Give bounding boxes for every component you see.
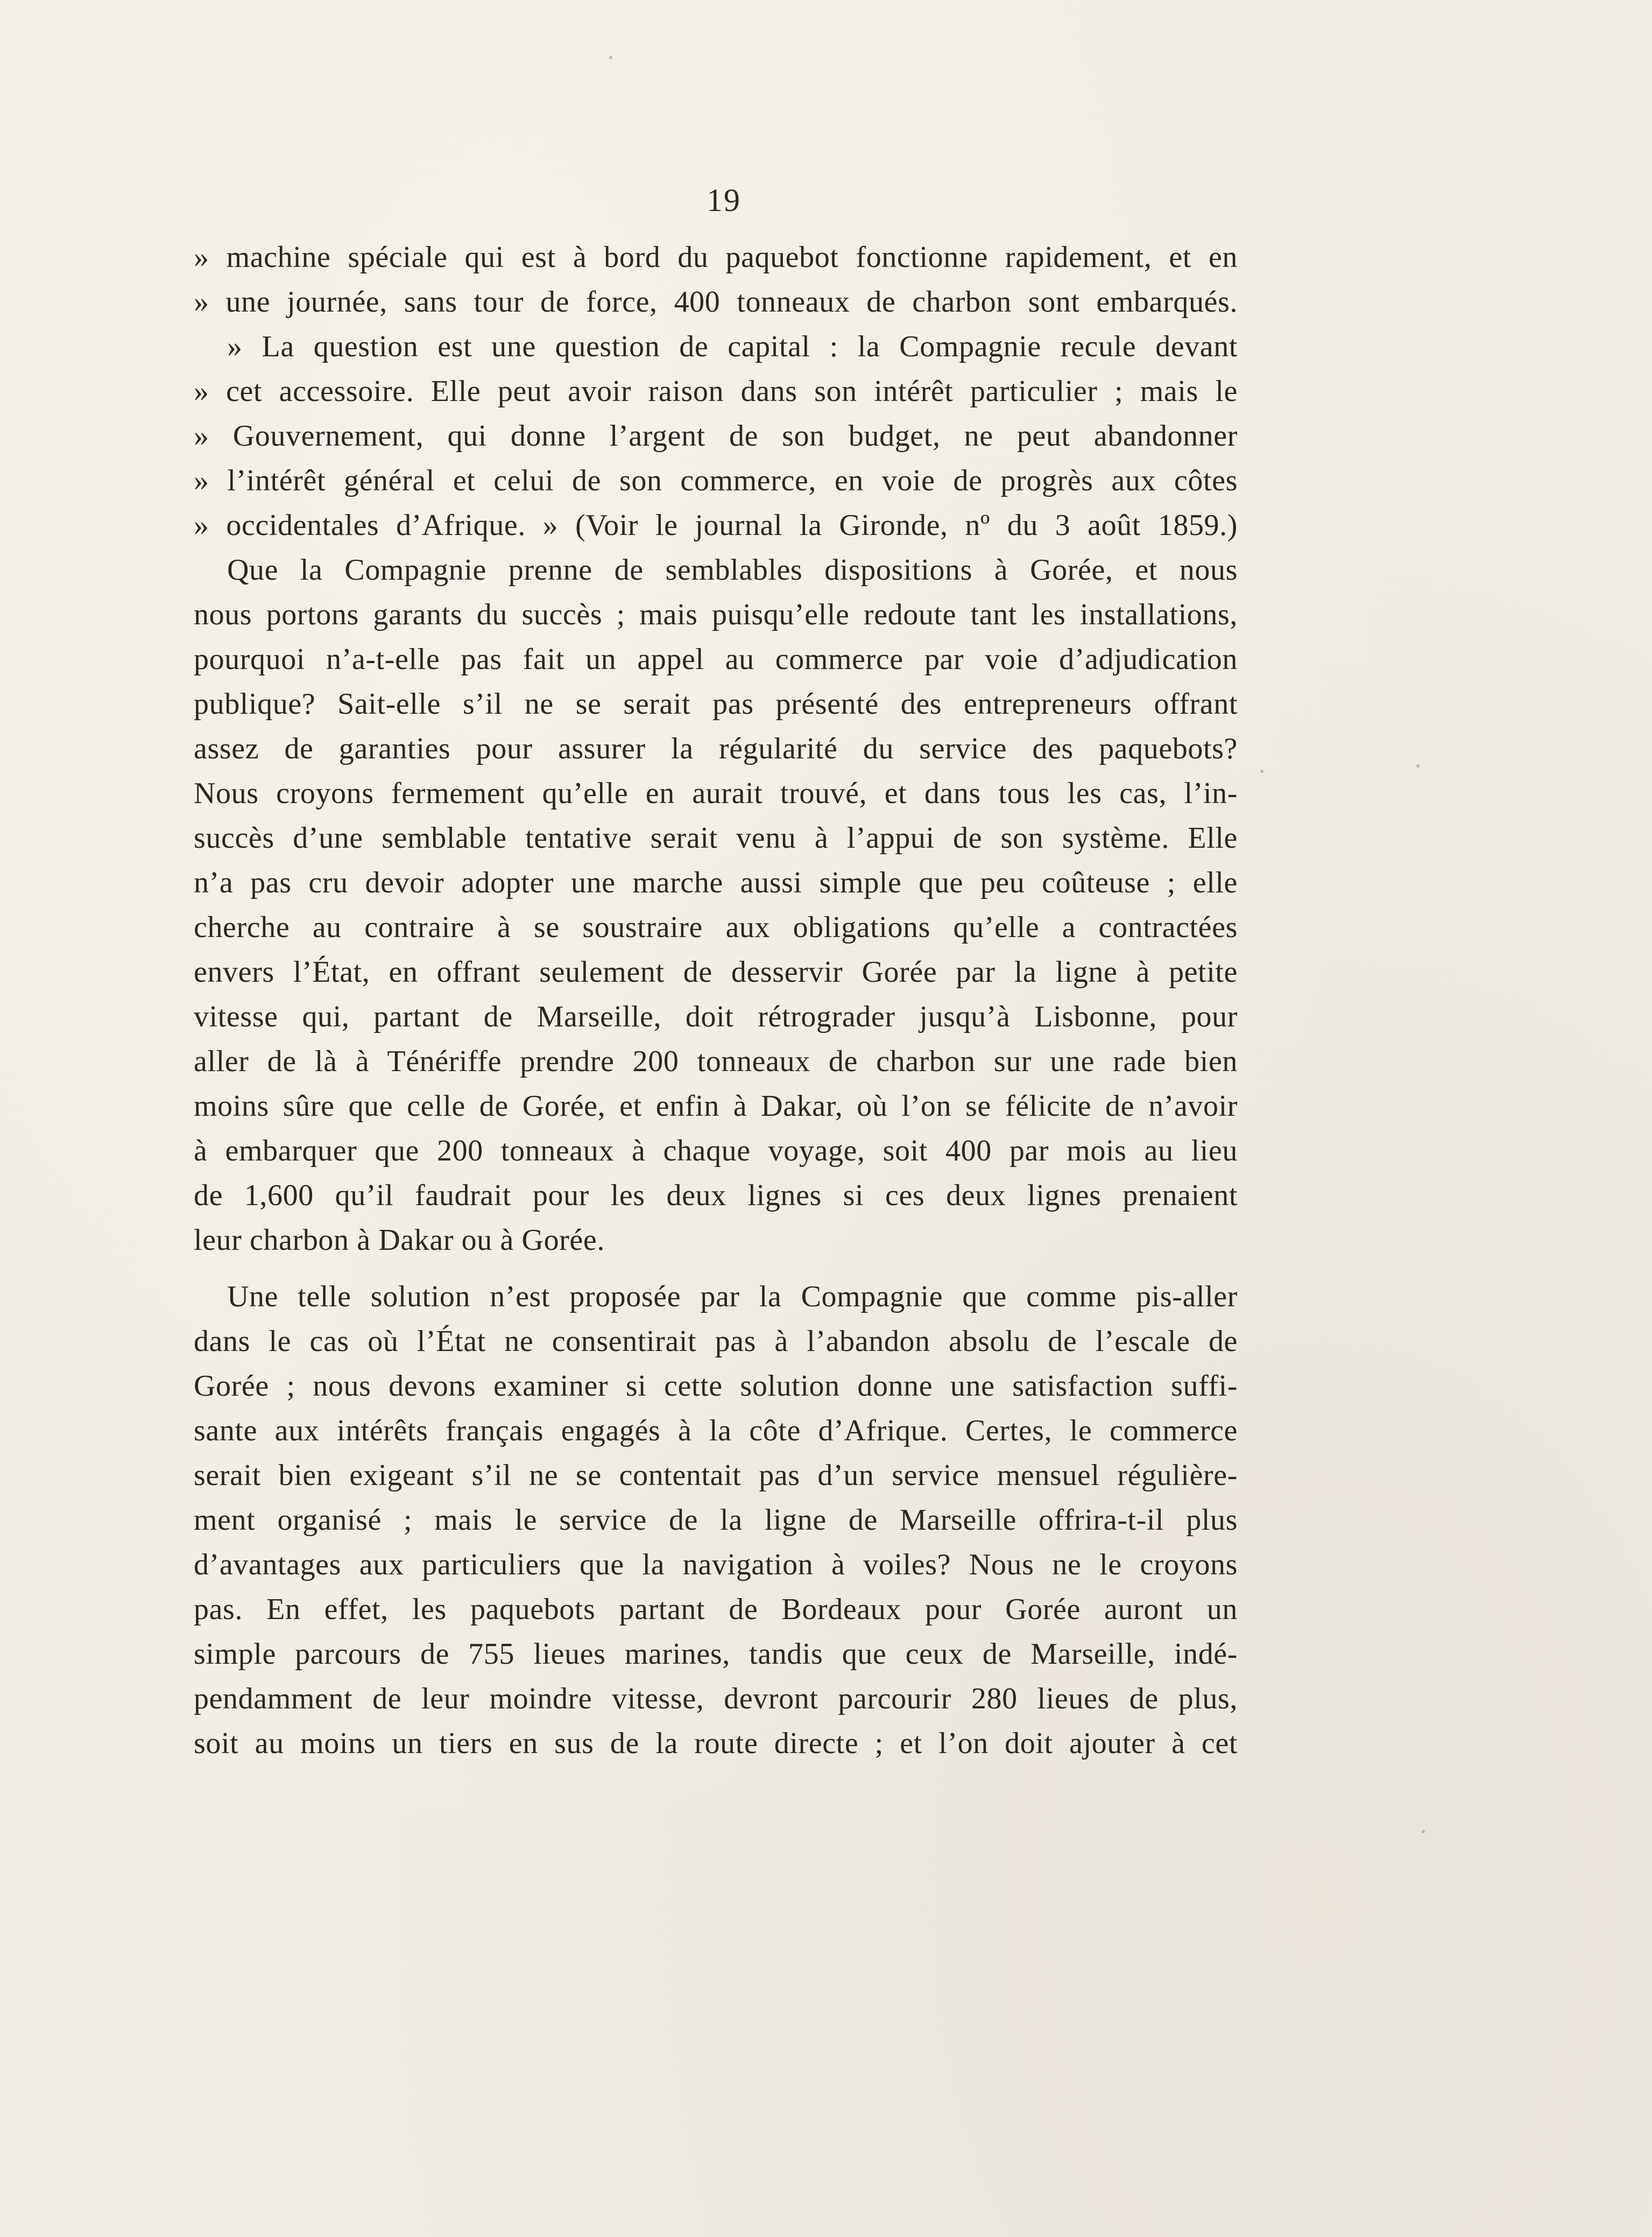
text-line: Nous croyons fermement qu’elle en aurait trouvé, et dans tous les cas, l’in- bbox=[194, 777, 1238, 810]
text-line: succès d’une semblable tentative serait venu à l’appui de son système. Elle bbox=[194, 821, 1238, 855]
body-text bbox=[194, 235, 1238, 1766]
text-line: » l’intérêt général et celui de son commerce, en voie de progrès aux côtes bbox=[194, 464, 1238, 497]
text-line: » La question est une question de capital : la Compagnie recule devant bbox=[227, 330, 1238, 363]
text-line: aller de là à Ténériffe prendre 200 tonneaux de charbon sur une rade bien bbox=[194, 1045, 1238, 1078]
paper-speck bbox=[1422, 1830, 1425, 1833]
text-line: pas. En effet, les paquebots partant de Bordeaux pour Gorée auront un bbox=[194, 1593, 1238, 1626]
text-line: pendamment de leur moindre vitesse, devront parcourir 280 lieues de plus, bbox=[194, 1682, 1238, 1715]
text-line: envers l’État, en offrant seulement de desservir Gorée par la ligne à petite bbox=[194, 955, 1238, 989]
paper-speck bbox=[1260, 770, 1263, 773]
text-line: cherche au contraire à se soustraire aux obligations qu’elle a contractées bbox=[194, 911, 1238, 944]
text-line: simple parcours de 755 lieues marines, tandis que ceux de Marseille, indé- bbox=[194, 1637, 1238, 1671]
text-line: » Gouvernement, qui donne l’argent de son budget, ne peut abandonner bbox=[194, 419, 1238, 453]
text-line: publique? Sait-elle s’il ne se serait pas présenté des entrepreneurs offrant bbox=[194, 687, 1238, 721]
text-line: serait bien exigeant s’il ne se contentait pas d’un service mensuel régulière- bbox=[194, 1459, 1238, 1492]
text-line: ment organisé ; mais le service de la ligne de Marseille offrira-t-il plus bbox=[194, 1503, 1238, 1537]
text-line: n’a pas cru devoir adopter une marche aussi simple que peu coûteuse ; elle bbox=[194, 866, 1238, 899]
text-line: moins sûre que celle de Gorée, et enfin à Dakar, où l’on se félicite de n’avoir bbox=[194, 1089, 1238, 1123]
text-line: pourquoi n’a-t-elle pas fait un appel au commerce par voie d’adjudication bbox=[194, 643, 1238, 676]
text-line: assez de garanties pour assurer la régularité du service des paquebots? bbox=[194, 732, 1238, 765]
text-line: leur charbon à Dakar ou à Gorée. bbox=[194, 1223, 605, 1257]
text-line: de 1,600 qu’il faudrait pour les deux lignes si ces deux lignes prenaient bbox=[194, 1179, 1238, 1212]
text-line: vitesse qui, partant de Marseille, doit rétrograder jusqu’à Lisbonne, pour bbox=[194, 1000, 1238, 1033]
paper-speck bbox=[1416, 764, 1420, 768]
text-line: dans le cas où l’État ne consentirait pas à l’abandon absolu de l’escale de bbox=[194, 1325, 1238, 1358]
text-line: à embarquer que 200 tonneaux à chaque voyage, soit 400 par mois au lieu bbox=[194, 1134, 1238, 1167]
paper-speck bbox=[609, 56, 612, 59]
page-number: 19 bbox=[707, 182, 741, 218]
text-line: » une journée, sans tour de force, 400 tonneaux de charbon sont embarqués. bbox=[194, 285, 1238, 319]
text-line: Gorée ; nous devons examiner si cette solution donne une satisfaction suffi- bbox=[194, 1369, 1238, 1403]
text-line: Que la Compagnie prenne de semblables dispositions à Gorée, et nous bbox=[227, 553, 1238, 587]
text-line: d’avantages aux particuliers que la navigation à voiles? Nous ne le croyons bbox=[194, 1548, 1238, 1581]
text-line: nous portons garants du succès ; mais puisqu’elle redoute tant les installations, bbox=[194, 598, 1238, 631]
text-line: soit au moins un tiers en sus de la route directe ; et l’on doit ajouter à cet bbox=[194, 1727, 1238, 1760]
text-line: » cet accessoire. Elle peut avoir raison dans son intérêt particulier ; mais le bbox=[194, 375, 1238, 408]
text-line: » machine spéciale qui est à bord du paquebot fonctionne rapidement, et en bbox=[194, 241, 1238, 274]
text-line: Une telle solution n’est proposée par la Compagnie que comme pis-aller bbox=[227, 1280, 1238, 1313]
text-line: » occidentales d’Afrique. » (Voir le journal la Gironde, nº du 3 août 1859.) bbox=[194, 509, 1238, 542]
text-line: sante aux intérêts français engagés à la côte d’Afrique. Certes, le commerce bbox=[194, 1414, 1238, 1447]
